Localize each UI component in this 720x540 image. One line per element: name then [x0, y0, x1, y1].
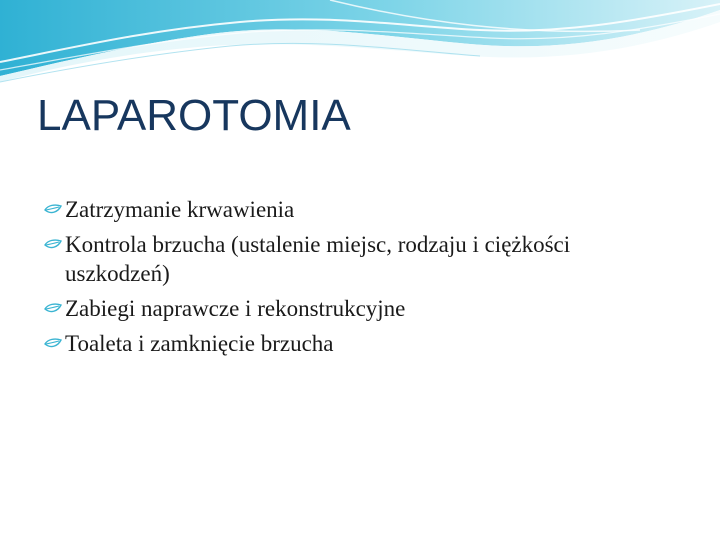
leaf-bullet-icon [44, 239, 62, 251]
leaf-bullet-icon [44, 303, 62, 315]
bullet-text: Kontrola brzucha (ustalenie miejsc, rodzaju i ciężkości uszkodzeń) [65, 232, 571, 286]
bullet-text: Zatrzymanie krwawienia [65, 197, 295, 222]
list-item [44, 326, 684, 361]
slide-title: LAPAROTOMIA [37, 91, 351, 140]
leaf-bullet-icon [44, 204, 62, 216]
bullet-list [44, 192, 684, 361]
list-item [44, 291, 684, 326]
list-item [44, 227, 684, 291]
bullet-text: Toaleta i zamknięcie brzucha [65, 331, 334, 356]
bullet-text: Zabiegi naprawcze i rekonstrukcyjne [65, 296, 406, 321]
leaf-bullet-icon [44, 338, 62, 350]
list-item [44, 192, 684, 227]
header-wave-decoration [0, 0, 720, 90]
